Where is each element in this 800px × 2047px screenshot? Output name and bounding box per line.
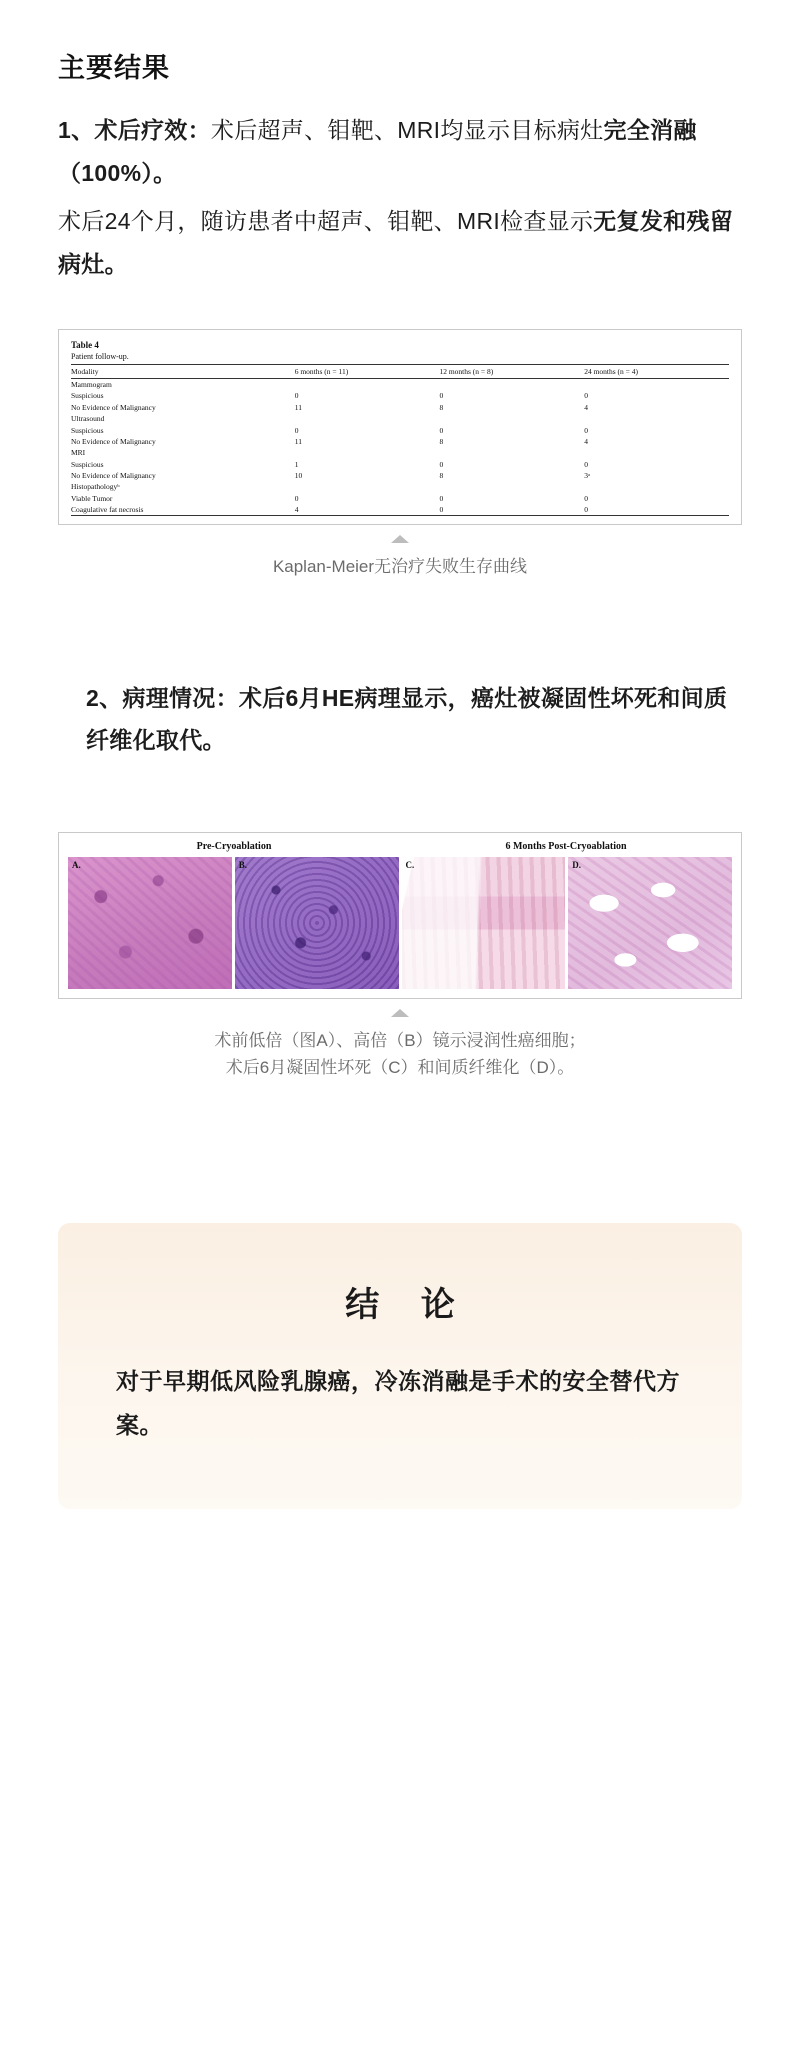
col-header-6months: 6 months (n = 11) — [295, 364, 440, 378]
result1-text: 术后超声、钼靶、MRI均显示目标病灶 — [210, 117, 604, 143]
spacer — [58, 762, 742, 832]
table-row — [71, 402, 729, 413]
cell-24m — [584, 481, 729, 492]
col-header-24months: 24 months (n = 4) — [584, 364, 729, 378]
result1-followup-highlight: 无复发和残留病灶。 — [58, 208, 734, 277]
table-row — [71, 447, 729, 458]
table-row — [71, 481, 729, 492]
col-header-12months: 12 months (n = 8) — [439, 364, 584, 378]
caret-up-icon — [391, 1009, 409, 1017]
cell-modality: Suspicious — [71, 459, 104, 469]
cell-12m: 8 — [439, 436, 444, 446]
table-row — [71, 436, 729, 447]
table-row — [71, 424, 729, 435]
cell-6m: 4 — [295, 504, 440, 516]
cell-6m: 0 — [294, 493, 299, 503]
cell-6m — [295, 378, 440, 390]
cell-12m: 0 — [439, 459, 444, 469]
cell-6m: 0 — [294, 391, 299, 401]
cell-modality: Histopathologyᵇ — [71, 482, 120, 492]
cell-modality: Viable Tumor — [71, 493, 113, 503]
histology-panel-c — [402, 857, 566, 989]
cell-modality: No Evidence of Malignancy — [71, 471, 156, 481]
histology-label-pre: Pre-Cryoablation — [196, 840, 272, 852]
spacer — [0, 1177, 800, 1223]
histology-panel-d — [568, 857, 732, 989]
cell-24m — [584, 413, 729, 424]
panel-label-b: B. — [238, 859, 248, 870]
cell-6m: 1 — [294, 459, 299, 469]
panel-label-c: C. — [405, 859, 415, 870]
result1-followup-paragraph — [58, 200, 742, 285]
table-head — [71, 364, 729, 378]
cell-12m — [439, 378, 584, 390]
cell-modality: Suspicious — [71, 391, 104, 401]
cell-modality: No Evidence of Malignancy — [71, 436, 156, 446]
spacer — [58, 581, 742, 677]
result2-paragraph — [58, 677, 742, 762]
cell-6m — [295, 481, 440, 492]
content-container — [0, 46, 800, 1081]
cell-modality: No Evidence of Malignancy — [71, 402, 156, 412]
cell-24m: 0 — [584, 459, 588, 469]
page-title: 主要结果 — [58, 53, 170, 83]
histology-figure-caption — [58, 1027, 742, 1081]
spacer — [58, 291, 742, 329]
conclusion-card — [58, 1223, 742, 1509]
cell-12m: 0 — [439, 391, 444, 401]
conclusion-title: 结 论 — [345, 1286, 471, 1325]
caret-up-icon — [391, 535, 409, 543]
cell-24m: 0 — [584, 425, 588, 435]
cell-24m: 0 — [584, 391, 588, 401]
cell-6m — [295, 413, 440, 424]
result2-lead: 2、病理情况： — [86, 684, 239, 711]
panel-label-a: A. — [72, 859, 81, 870]
cell-24m: 3ᵃ — [584, 471, 591, 481]
cell-12m — [439, 481, 584, 492]
table-figure-caption: Kaplan-Meier无治疗失败生存曲线 — [272, 557, 528, 577]
result2-text: 术后6月HE病理显示，癌灶被凝固性坏死和间质纤维化取代。 — [86, 684, 728, 754]
cell-12m: 0 — [439, 493, 444, 503]
table-row — [71, 504, 729, 516]
cell-24m: 0 — [584, 493, 588, 503]
cell-modality: Ultrasound — [71, 414, 105, 424]
cell-6m: 11 — [294, 402, 302, 412]
cell-24m — [584, 378, 729, 390]
conclusion-text: 对于早期低风险乳腺癌，冷冻消融是手术的安全替代方案。 — [116, 1368, 680, 1438]
cell-12m: 0 — [439, 425, 444, 435]
histology-caption-line2: 术后6月凝固性坏死（C）和间质纤维化（D）。 — [225, 1057, 575, 1077]
histology-panel-b — [235, 857, 399, 989]
col-header-modality: Modality — [71, 364, 295, 378]
cell-24m: 4 — [584, 436, 588, 446]
cell-6m: 11 — [294, 436, 302, 446]
cell-24m — [584, 447, 729, 458]
cell-modality: Coagulative fat necrosis — [71, 504, 295, 516]
table-header-row — [71, 364, 729, 378]
panel-label-d: D. — [572, 859, 581, 870]
histology-caption-line1: 术前低倍（图A）、高倍（B）镜示浸润性癌细胞； — [214, 1030, 586, 1050]
cell-24m: 4 — [584, 402, 588, 412]
result1-lead: 1、术后疗效： — [58, 117, 211, 143]
cell-12m — [439, 413, 584, 424]
result1-followup-text: 术后24个月，随访患者中超声、钼靶、MRI检查显示 — [58, 208, 594, 235]
result1-highlight: 完全消融（100%）。 — [58, 117, 697, 186]
histology-panel-a — [68, 857, 232, 989]
table-caption: Patient follow-up. — [71, 351, 129, 361]
table-body — [71, 378, 729, 516]
table-row — [71, 459, 729, 470]
cell-6m: 0 — [294, 425, 299, 435]
histology-group-labels — [68, 841, 732, 857]
cell-12m: 8 — [439, 402, 444, 412]
cell-modality: Mammogram — [71, 380, 112, 390]
table-row — [71, 470, 729, 481]
histology-figure — [58, 832, 742, 999]
cell-6m: 10 — [294, 471, 303, 481]
table-row — [71, 378, 729, 390]
result1-paragraph — [58, 109, 742, 194]
table-figure — [58, 329, 742, 525]
table-row — [71, 390, 729, 401]
cell-12m: 8 — [439, 471, 444, 481]
table-label: Table 4 — [71, 340, 99, 351]
cell-modality: Suspicious — [71, 425, 104, 435]
cell-24m: 0 — [584, 504, 729, 516]
cell-12m: 0 — [439, 504, 584, 516]
spacer — [0, 1509, 800, 1569]
cell-modality: MRI — [71, 448, 86, 458]
cell-6m — [295, 447, 440, 458]
spacer — [0, 1081, 800, 1177]
histology-label-post: 6 Months Post-Cryoablation — [505, 840, 627, 852]
cell-12m — [439, 447, 584, 458]
table-row — [71, 413, 729, 424]
document-page — [0, 46, 800, 2047]
table-row — [71, 493, 729, 504]
patient-followup-table — [71, 364, 729, 517]
histology-panels — [68, 857, 732, 989]
